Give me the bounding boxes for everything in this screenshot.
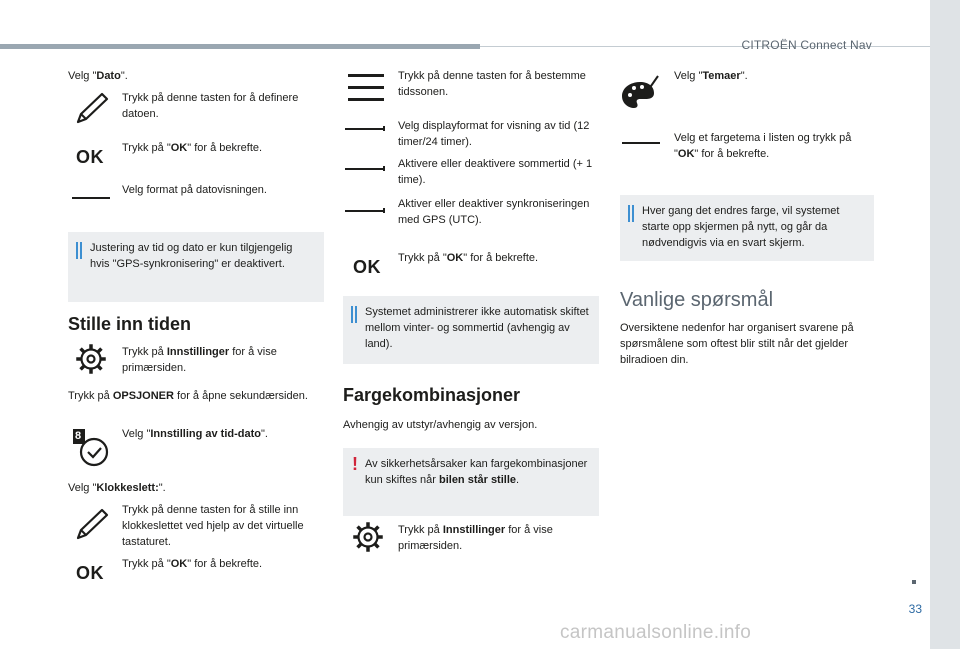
warning-icon: ! xyxy=(352,454,358,474)
options-description: Trykk på OPSJONER for å åpne sekundærsiden. xyxy=(68,390,308,402)
menu-icon xyxy=(348,72,384,104)
format-description: Velg format på datovisningen. xyxy=(122,184,267,196)
gps-sync-description: Aktiver eller deaktiver synkroniseringen med GPS (UTC). xyxy=(398,198,590,226)
info-bar-icon xyxy=(76,242,78,259)
info-note xyxy=(68,232,324,302)
ok-icon: OK xyxy=(76,147,104,167)
select-date-text: Velg "Dato". xyxy=(68,70,128,82)
ok-description: Trykk på "OK" for å bekrefte. xyxy=(398,252,539,264)
watermark: carmanualsonline.info xyxy=(560,622,752,643)
palette-icon xyxy=(620,74,660,114)
list-line-icon xyxy=(622,142,660,144)
info-bar-icon xyxy=(632,205,634,222)
toggle-line-icon xyxy=(345,168,385,170)
section-heading-time: Stille inn tiden xyxy=(68,314,192,334)
section-heading-faq: Vanlige spørsmål xyxy=(620,289,774,311)
select-time-text: Velg "Klokkeslett:". xyxy=(68,482,166,494)
clock-badge: 8 xyxy=(75,430,82,442)
dependence-text: Avhengig av utstyr/avhengig av versjon. xyxy=(343,419,538,431)
header-bar xyxy=(0,44,480,49)
settings-description: Trykk på Innstillinger for å vise primærsiden. xyxy=(398,524,553,552)
toggle-cap xyxy=(383,126,385,131)
settings-gear-icon xyxy=(353,522,383,552)
info-bar-icon xyxy=(351,306,353,323)
info-note-text: Hver gang det endres farge, vil systemet starte opp skjermen på nytt, og går da nødvendigvis via en svart skjerm. xyxy=(642,205,840,249)
brand-title: CITROËN Connect Nav xyxy=(741,38,872,52)
ok-icon: OK xyxy=(353,257,381,277)
warning-text: Av sikkerhetsårsaker kan fargekombinasjoner kun skiftes når bilen står stille. xyxy=(365,458,588,486)
toggle-cap xyxy=(383,208,385,213)
list-line-icon xyxy=(72,197,110,199)
continue-marker xyxy=(912,580,916,584)
info-bar-icon xyxy=(80,242,82,259)
pen-icon xyxy=(74,508,110,542)
settings-description: Trykk på Innstillinger for å vise primærsiden. xyxy=(122,346,277,374)
info-note xyxy=(343,296,599,364)
ok-description: Trykk på "OK" for å bekrefte. xyxy=(122,142,263,154)
info-bar-icon xyxy=(355,306,357,323)
info-note-text: Justering av tid og dato er kun tilgjengelig hvis "GPS-synkronisering" er deaktivert. xyxy=(90,242,293,270)
clock-description: Velg "Innstilling av tid-dato". xyxy=(122,428,268,440)
themes-description: Velg "Temaer". xyxy=(674,70,748,82)
page-number: 33 xyxy=(908,602,922,616)
menu-description: Trykk på denne tasten for å bestemme tidssonen. xyxy=(398,70,586,98)
toggle-line-icon xyxy=(345,210,385,212)
ok-icon: OK xyxy=(76,563,104,583)
toggle-line-icon xyxy=(345,128,385,130)
info-note-text: Systemet administrerer ikke automatisk skiftet mellom vinter- og sommertid (avhengig av land). xyxy=(365,306,589,350)
section-heading-colors: Fargekombinasjoner xyxy=(343,385,521,405)
faq-description: Oversiktene nedenfor har organisert svarene på spørsmålene som oftest blir stilt når det gjelder bilradioen din. xyxy=(620,322,854,366)
settings-gear-icon xyxy=(76,344,106,374)
ok2-description: Trykk på "OK" for å bekrefte. xyxy=(122,558,263,570)
color-description: Velg et fargetema i listen og trykk på "OK" for å bekrefte. xyxy=(674,132,852,160)
pen-icon xyxy=(74,92,110,126)
toggle-cap xyxy=(383,166,385,171)
display-format-description: Velg displayformat for visning av tid (12 timer/24 timer). xyxy=(398,120,590,148)
pen2-description: Trykk på denne tasten for å stille inn klokkeslettet ved hjelp av det virtuelle tastaturet. xyxy=(122,504,304,548)
page-side-tab xyxy=(930,0,960,649)
info-bar-icon xyxy=(628,205,630,222)
info-note xyxy=(620,195,874,261)
summer-time-description: Aktivere eller deaktivere sommertid (+ 1 time). xyxy=(398,158,593,186)
warning-note xyxy=(343,448,599,516)
pen-description: Trykk på denne tasten for å definere datoen. xyxy=(122,92,299,120)
